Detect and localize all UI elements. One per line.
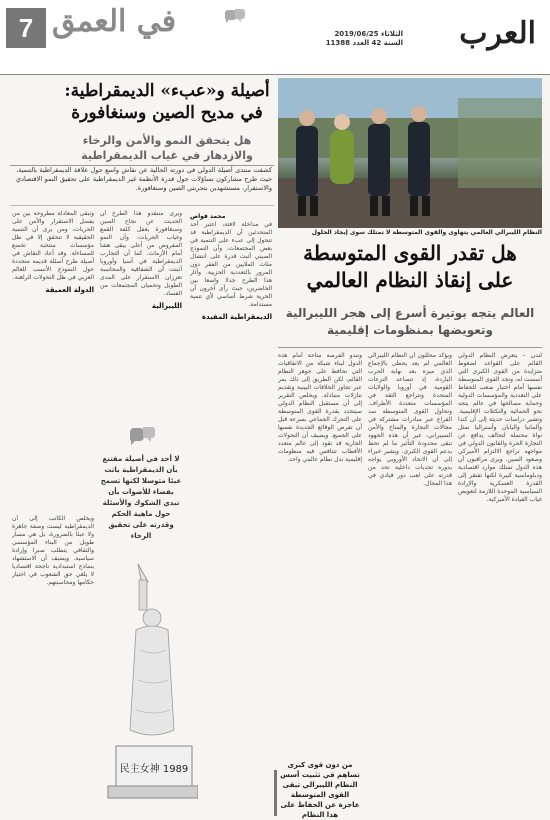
section-title: في العمق	[52, 4, 177, 39]
newspaper-logo: العرب	[459, 16, 536, 51]
speech-bubble-icon	[126, 426, 156, 448]
photo-caption: النظام الليبرالي العالمي يتهاوى والقوى المتوسطة لا تمتلك سوى إيجاد الحلول	[311, 229, 542, 236]
lead-headline: هل تقدر القوى المتوسطة على إنقاذ النظام العالمي	[303, 241, 517, 292]
dateline-date: الثلاثاء 2019/06/25	[334, 30, 403, 38]
pull-quote-text: لا أحد في أصيلة مقتنع بأن الديمقراطية باتت عبئا متوسلا لكنها تسمح بفضاء للأصوات بأن تبدي الشكوك والأسئلة حول ماهية الحكم وقدرته على تحقيق الرخاء	[100, 455, 182, 540]
opinion-subhead: هل يتحقق النمو والأمن والرخاء والازدهار في غياب الديمقراطية	[81, 134, 253, 162]
dateline-issue: السنة 42 العدد 11388	[325, 39, 403, 47]
quote-bar	[274, 770, 277, 816]
speech-bubble-icon	[222, 8, 246, 26]
divider	[10, 205, 274, 206]
leaders-illustration	[278, 78, 542, 228]
leaders-photo	[278, 78, 542, 228]
opinion-subhead-1: الديمقراطية المقيدة	[201, 313, 272, 321]
page-number: 7	[6, 8, 46, 48]
lead-column-3: وتبدو الفرصة متاحة أمام هذه الدول لبناء شبكة من الاتفاقيات التي تحافظ على جوهر النظام القائم، لكن الطريق إلى ذلك يمر عبر تجاوز الخلافات البينية وتقديم تنازلات متبادلة. ويخلص التقرير إلى أن مستقبل النظام الدولي سيتحدد بقدرة القوى المتوسطة على التحرك الجماعي بسرعة قبل أن تفرض الوقائع الجديدة نفسها على الجميع. ويضيف أن التحولات الجارية قد تقود إلى عالم متعدد الأقطاب تتنافس فيه منظومات إقليمية بدل نظام عالمي واحد.	[278, 352, 362, 463]
opinion-column-3-text: وتبقى المعادلة مطروحة بين من يفضل الاستقرار والأمن على الحريات، ومن يرى أن التنمية الحقيقية لا تتحقق إلا في ظل مؤسسات منتخبة تخضع للمساءلة. وقد أعاد النقاش في أصيلة طرح أسئلة قديمة متجددة حول النموذج الأنسب للعالم العربي في ظل التحولات الراهنة.	[12, 210, 94, 281]
opinion-intro: كشفت منتدى أصيلة الدولي في دورته الحالية عن نقاش واسع حول علاقة الديمقراطية بالتنمية، حيث طرح مشاركون تساؤلات حول قدرة الأنظمة غير الديمقراطية على تحقيق النمو الاقتصادي والاستقرار، مستشهدين بتجربتي الصين وسنغافورة.	[16, 166, 272, 192]
lead-column-2: ويؤكد محللون أن النظام الليبرالي العالمي لم يعد يحظى بالإجماع الذي ميزه بعد نهاية الحرب الباردة، إذ تتصاعد النزعات القومية في أوروبا والولايات المتحدة وتتراجع الثقة في المؤسسات متعددة الأطراف. وتحاول القوى المتوسطة سد الفراغ عبر مبادرات مشتركة في مجالات التجارة والمناخ والأمن السيبراني، غير أن هذه الجهود تبقى محدودة التأثير ما لم تحظ بدعم القوى الكبرى. ويشير خبراء إلى أن الاتحاد الأوروبي يواجه بدوره تحديات داخلية تحد من قدرته على لعب دور قيادي في هذا المجال.	[368, 352, 452, 487]
goddess-of-democracy-statue-image	[98, 560, 198, 800]
opinion-column-2-text: ويرى منتقدو هذا الطرح أن الحديث عن نجاح الصين وسنغافورة يغفل كلفة القمع وغياب الحريات، وأن النمو المفروض من أعلى يبقى هشا أمام الأزمات. كما أن التجارب الديمقراطية في آسيا وأوروبا أثبتت أن الشفافية والمحاسبة تعززان الاستقرار على المدى الطويل وتحميان المجتمعات من الفساد.	[100, 210, 182, 297]
side-pull-quote: من دون قوى كبرى تساهم في تثبيت أسس النظام الليبرالي تبقى القوى المتوسطة عاجزة عن الحفاظ على هذا النظام	[280, 761, 360, 819]
opinion-subhead-3: الدولة العميقة	[45, 286, 94, 294]
opinion-column-2	[100, 210, 182, 420]
masthead	[0, 0, 550, 75]
opinion-column-1	[190, 210, 272, 810]
statue-inscription: 民主女神 1989	[119, 764, 189, 775]
divider	[278, 347, 542, 348]
author-name: محمد قواص	[190, 213, 226, 220]
opinion-headline: أصيلة و«عبء» الديمقراطية: في مديح الصين وسنغافورة	[64, 81, 270, 123]
opinion-column-3	[12, 210, 94, 510]
dateline	[303, 30, 403, 48]
opinion-column-1-text: في مداخلة لافتة، اعتبر أحد المتحدثين أن الديمقراطية قد تتحول إلى عبء على التنمية في بعض المجتمعات، وأن النموذج الصيني أثبت قدرة على انتشال مئات الملايين من الفقر دون المرور بالتعددية الحزبية. وأثار هذا الطرح جدلا واسعا بين الحاضرين، حيث رأى آخرون أن الحرية شرط أساسي لأي تنمية مستدامة.	[190, 221, 272, 308]
lead-subhead: العالم يتجه بوتيرة أسرع إلى هجر الليبرالية وتعويضها بمنظومات إقليمية	[285, 306, 535, 337]
lead-column-1: لندن – يتعرض النظام الدولي القائم على القواعد لضغوط متزايدة من القوى الكبرى التي أسست له، وتجد القوى المتوسطة نفسها أمام اختبار صعب للحفاظ على التعددية والمؤسسات الدولية وحماية مصالحها في عالم يتجه نحو الحمائية والتكتلات الإقليمية. وتشير دراسات حديثة إلى أن كندا وألمانيا واليابان وأستراليا تمثل نواة محتملة لتحالف يدافع عن التجارة الحرة والقانون الدولي في مواجهة تراجع الالتزام الأميركي وصعود الصين. ويرى مراقبون أن هذه الدول تمتلك موارد اقتصادية ودبلوماسية كبيرة لكنها تفتقر إلى القدرة العسكرية والإرادة السياسية الموحدة اللازمة لتعويض غياب القيادة الأميركية.	[458, 352, 542, 503]
opinion-subhead-2: الليبرالية	[151, 302, 182, 310]
opinion-column-4: ويخلص الكاتب إلى أن الديمقراطية ليست وصفة جاهزة ولا عبئا بالضرورة، بل هي مسار طويل من البناء المؤسسي والثقافي يتطلب صبرا وإرادة سياسية. ويضيف أن الاستشهاد بنماذج استبدادية ناجحة اقتصاديا لا يلغي حق الشعوب في اختيار حكامها ومحاسبتهم.	[12, 515, 94, 586]
